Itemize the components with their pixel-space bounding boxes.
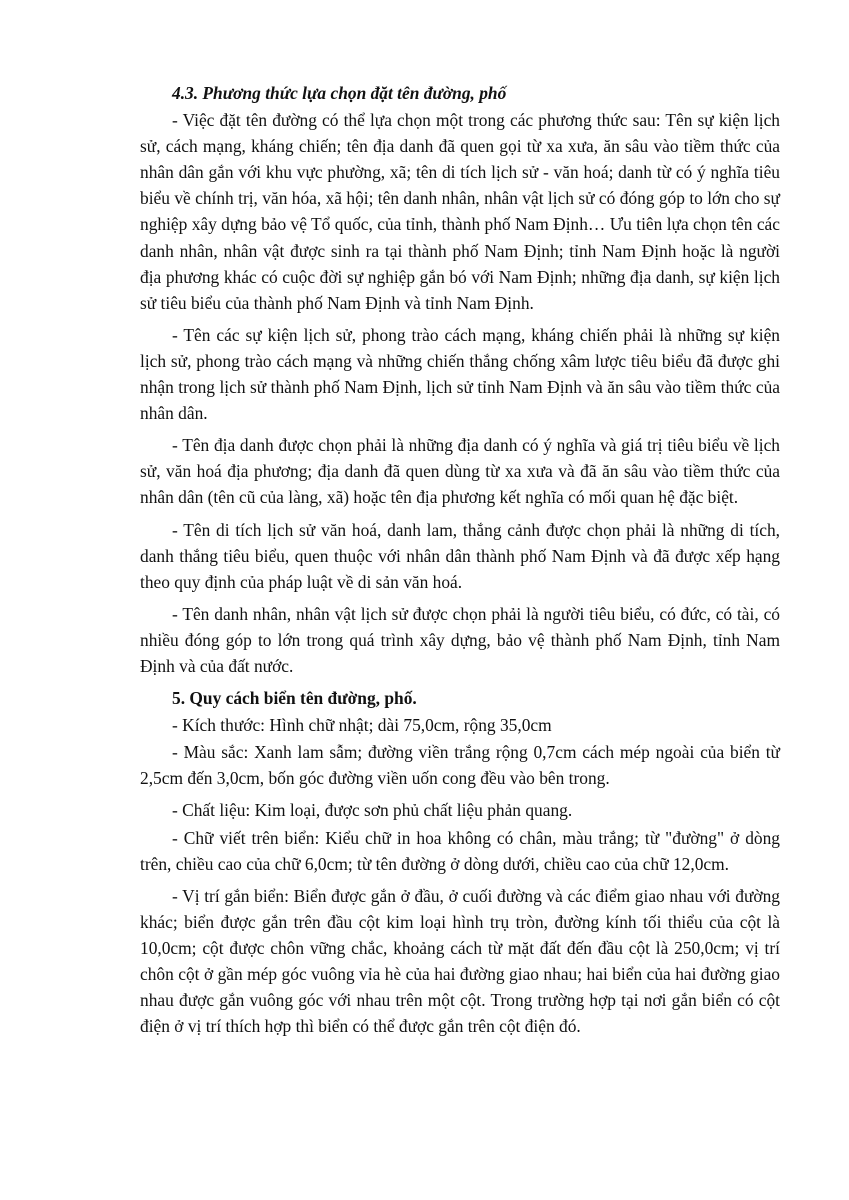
paragraph-sign-material: - Chất liệu: Kim loại, được sơn phủ chất liệu phản quang. — [172, 800, 573, 821]
paragraph-sign-lettering: - Chữ viết trên biển: Kiểu chữ in hoa không có chân, màu trắng; từ "đường" ở dòng trên, chiều cao của chữ 6,0cm; từ tên đường ở dòng dưới, chiều cao của chữ 12,0cm. — [140, 827, 780, 874]
paragraph-sign-color: - Màu sắc: Xanh lam sẫm; đường viền trắng rộng 0,7cm cách mép ngoài của biển từ 2,5cm đến 3,0cm, bốn góc đường viền uốn cong đều vào bên trong. — [140, 742, 780, 789]
paragraph-sign-size: - Kích thước: Hình chữ nhật; dài 75,0cm, rộng 35,0cm — [172, 715, 552, 736]
document-page — [140, 80, 780, 1045]
section-4-3-heading: 4.3. Phương thức lựa chọn đặt tên đường, phố — [172, 83, 507, 103]
paragraph-naming-methods: - Việc đặt tên đường có thể lựa chọn một trong các phương thức sau: Tên sự kiện lịch sử, cách mạng, kháng chiến; tên địa danh đã quen gọi từ xa xưa, ăn sâu vào tiềm thức của nhân dân gắn với khu vực phường, xã; tên di tích lịch sử - văn hoá; danh từ có ý nghĩa tiêu biểu về chính trị, văn hóa, xã hội; tên danh nhân, nhân vật lịch sử có đóng góp to lớn cho sự nghiệp xây dựng bảo vệ Tổ quốc, của tỉnh, thành phố Nam Định… Ưu tiên lựa chọn tên các danh nhân, nhân vật được sinh ra tại thành phố Nam Định; tỉnh Nam Định hoặc là người địa phương khác có cuộc đời sự nghiệp gắn bó với Nam Định; những địa danh, sự kiện lịch sử tiêu biểu của thành phố Nam Định và tỉnh Nam Định. — [140, 110, 780, 313]
paragraph-sign-placement: - Vị trí gắn biển: Biển được gắn ở đầu, ở cuối đường và các điểm giao nhau với đường khác; biển được gắn trên đầu cột kim loại hình trụ tròn, đường kính tối thiểu của cột là 10,0cm; cột được chôn vững chắc, khoảng cách từ mặt đất đến đầu cột là 250,0cm; vị trí chôn cột ở gần mép góc vuông vỉa hè của hai đường giao nhau; hai biển của hai đường giao nhau được gắn vuông góc với nhau trên một cột. Trong trường hợp tại nơi gắn biển có cột điện ở vị trí thích hợp thì biển có thể được gắn trên cột điện đó. — [140, 885, 780, 1037]
paragraph-historical-events: - Tên các sự kiện lịch sử, phong trào cách mạng, kháng chiến phải là những sự kiện lịch sử, phong trào cách mạng và những chiến thắng chống xâm lược tiêu biểu đã được ghi nhận trong lịch sử thành phố Nam Định, lịch sử tỉnh Nam Định và ăn sâu vào tiềm thức của nhân dân. — [140, 324, 780, 424]
paragraph-historical-sites: - Tên di tích lịch sử văn hoá, danh lam, thắng cảnh được chọn phải là những di tích, danh thắng tiêu biểu, quen thuộc với nhân dân thành phố Nam Định và đã được xếp hạng theo quy định của pháp luật về di sản văn hoá. — [140, 519, 780, 592]
section-5-heading: 5. Quy cách biển tên đường, phố. — [172, 688, 417, 709]
paragraph-notable-people: - Tên danh nhân, nhân vật lịch sử được chọn phải là người tiêu biểu, có đức, có tài, có nhiều đóng góp to lớn trong quá trình xây dựng, bảo vệ thành phố Nam Định, tỉnh Nam Định và của đất nước. — [140, 603, 780, 676]
paragraph-place-names: - Tên địa danh được chọn phải là những địa danh có ý nghĩa và giá trị tiêu biểu về lịch sử, văn hoá địa phương; địa danh đã quen dùng từ xa xưa và đã ăn sâu vào tiềm thức của nhân dân (tên cũ của làng, xã) hoặc tên địa phương kết nghĩa có mối quan hệ đặc biệt. — [140, 435, 780, 508]
